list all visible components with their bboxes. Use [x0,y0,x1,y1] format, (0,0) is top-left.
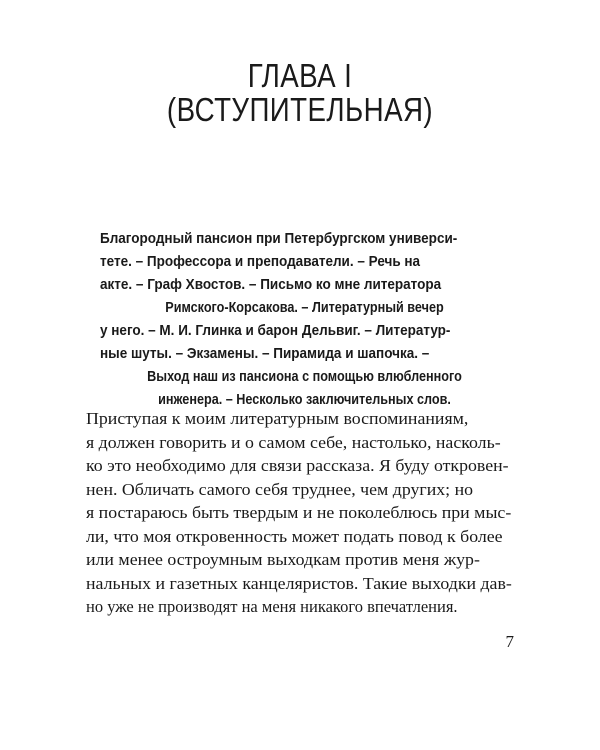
body-line: ко это необходимо для связи рассказа. Я буду откровен- [86,456,509,475]
summary-line: ные шуты. – Экзамены. – Пирамида и шапочка. – [100,346,430,362]
summary-line: тете. – Профессора и преподаватели. – Речь на [100,254,421,270]
summary-line: Благородный пансион при Петербургском универси- [100,231,458,247]
chapter-subtitle: (ВСТУПИТЕЛЬНАЯ) [166,91,434,128]
chapter-summary [100,228,509,412]
summary-line: у него. – М. И. Глинка и барон Дельвиг. – Литератур- [100,323,451,339]
body-line: но уже не производят на меня никакого впечатления. [86,597,458,616]
body-line: нальных и газетных канцеляристов. Такие выходки дав- [86,573,512,593]
chapter-title: ГЛАВА I [247,57,353,94]
body-line: или менее остроумным выходкам против меня жур- [86,550,480,569]
summary-line: Выход наш из пансиона с помощью влюбленного [147,369,462,385]
summary-line: инженера. – Несколько заключительных слов. [158,392,451,408]
body-line: я должен говорить и о самом себе, настолько, насколь- [86,432,501,452]
body-paragraph [86,407,526,619]
body-line: ли, что моя откровенность может подать повод к более [86,526,503,546]
body-line: Приступая к моим литературным воспоминаниям, [86,409,469,428]
body-line: я постараюсь быть твердым и не поколеблюсь при мыс- [86,503,512,522]
body-line: нен. Обличать самого себя труднее, чем других; но [86,479,474,499]
page-number: 7 [505,632,514,651]
summary-line: акте. – Граф Хвостов. – Письмо ко мне литератора [100,277,442,293]
summary-line: Римского-Корсакова. – Литературный вечер [165,300,444,316]
